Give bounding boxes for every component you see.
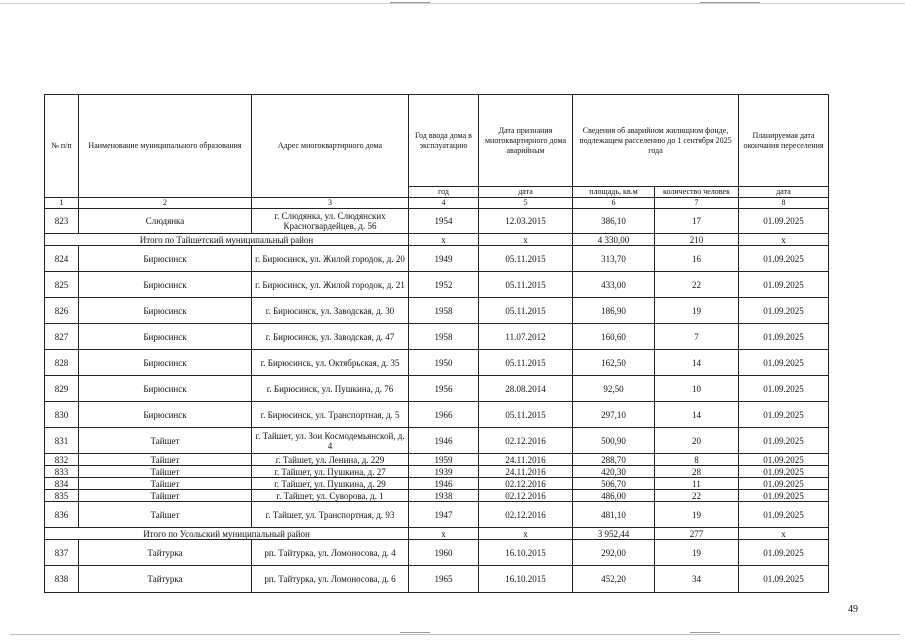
- end-date-cell: 01.09.2025: [739, 566, 829, 593]
- area-cell: 92,50: [573, 376, 655, 402]
- date-cell: х: [479, 234, 573, 246]
- colnum: 1: [45, 198, 79, 209]
- year-cell: 1960: [409, 540, 479, 566]
- people-cell: 210: [655, 234, 739, 246]
- end-date-cell: 01.09.2025: [739, 454, 829, 466]
- total-row: [45, 528, 829, 540]
- year-cell: 1939: [409, 466, 479, 478]
- row-number: 826: [45, 298, 79, 324]
- row-number: 827: [45, 324, 79, 350]
- table-row: [45, 350, 829, 376]
- area-cell: 452,20: [573, 566, 655, 593]
- year-cell: 1958: [409, 324, 479, 350]
- municipality-cell: Бирюсинск: [79, 376, 252, 402]
- colnum: 3: [252, 198, 409, 209]
- people-cell: 19: [655, 540, 739, 566]
- people-cell: 8: [655, 454, 739, 466]
- date-cell: х: [479, 528, 573, 540]
- colnum: 4: [409, 198, 479, 209]
- address-cell: г. Бирюсинск, ул. Жилой городок, д. 20: [252, 246, 409, 272]
- row-number: 830: [45, 402, 79, 428]
- page-number: 49: [848, 604, 858, 615]
- header-emergency-info: Сведения об аварийном жилищном фонде, подлежащем расселению до 1 сентября 2025 года: [573, 95, 739, 187]
- people-cell: 20: [655, 428, 739, 454]
- scan-mark: [690, 632, 720, 633]
- municipality-cell: Бирюсинск: [79, 246, 252, 272]
- scan-mark: [700, 2, 760, 3]
- year-cell: 1959: [409, 454, 479, 466]
- area-cell: 186,90: [573, 298, 655, 324]
- end-date-cell: 01.09.2025: [739, 272, 829, 298]
- date-cell: 05.11.2015: [479, 350, 573, 376]
- colnum: 5: [479, 198, 573, 209]
- colnum: 8: [739, 198, 829, 209]
- address-cell: г. Тайшет, ул. Суворова, д. 1: [252, 490, 409, 502]
- date-cell: 11.07.2012: [479, 324, 573, 350]
- area-cell: 297,10: [573, 402, 655, 428]
- year-cell: 1946: [409, 428, 479, 454]
- row-number: 824: [45, 246, 79, 272]
- end-date-cell: 01.09.2025: [739, 402, 829, 428]
- municipality-cell: Бирюсинск: [79, 272, 252, 298]
- people-cell: 14: [655, 402, 739, 428]
- table-row: [45, 246, 829, 272]
- end-date-cell: 01.09.2025: [739, 490, 829, 502]
- date-cell: 24.11.2016: [479, 454, 573, 466]
- address-cell: г. Тайшет, ул. Ленина, д. 229: [252, 454, 409, 466]
- area-cell: 433,00: [573, 272, 655, 298]
- end-date-cell: 01.09.2025: [739, 478, 829, 490]
- year-cell: 1966: [409, 402, 479, 428]
- address-cell: г. Слюдянка, ул. Слюдянских Красногвардейцев, д. 56: [252, 209, 409, 234]
- subheader-date: дата: [479, 187, 573, 198]
- end-date-cell: 01.09.2025: [739, 502, 829, 528]
- people-cell: 22: [655, 490, 739, 502]
- date-cell: 24.11.2016: [479, 466, 573, 478]
- area-cell: 486,00: [573, 490, 655, 502]
- date-cell: 28.08.2014: [479, 376, 573, 402]
- year-cell: 1958: [409, 298, 479, 324]
- address-cell: г. Бирюсинск, ул. Транспортная, д. 5: [252, 402, 409, 428]
- scan-edge-top: [0, 3, 905, 4]
- date-cell: 05.11.2015: [479, 272, 573, 298]
- people-cell: 14: [655, 350, 739, 376]
- municipality-cell: Слюдянка: [79, 209, 252, 234]
- year-cell: 1946: [409, 478, 479, 490]
- row-number: 831: [45, 428, 79, 454]
- municipality-cell: Тайшет: [79, 478, 252, 490]
- municipality-cell: Тайшет: [79, 466, 252, 478]
- year-cell: 1938: [409, 490, 479, 502]
- address-cell: г. Бирюсинск, ул. Заводская, д. 30: [252, 298, 409, 324]
- end-date-cell: 01.09.2025: [739, 298, 829, 324]
- colnum: 2: [79, 198, 252, 209]
- year-cell: 1956: [409, 376, 479, 402]
- row-number: 829: [45, 376, 79, 402]
- table-row: [45, 540, 829, 566]
- total-label: Итого по Усольский муниципальный район: [45, 528, 409, 540]
- address-cell: г. Бирюсинск, ул. Заводская, д. 47: [252, 324, 409, 350]
- address-cell: г. Тайшет, ул. Пушкина, д. 29: [252, 478, 409, 490]
- table-row: [45, 478, 829, 490]
- scan-edge-bottom: [10, 634, 900, 635]
- table-row: [45, 324, 829, 350]
- area-cell: 292,00: [573, 540, 655, 566]
- end-date-cell: 01.09.2025: [739, 209, 829, 234]
- table-row: [45, 502, 829, 528]
- area-cell: 386,10: [573, 209, 655, 234]
- header-no: № п/п: [45, 95, 79, 198]
- row-number: 825: [45, 272, 79, 298]
- people-cell: 19: [655, 298, 739, 324]
- table-row: [45, 402, 829, 428]
- date-cell: 12.03.2015: [479, 209, 573, 234]
- municipality-cell: Тайшет: [79, 454, 252, 466]
- table-row: [45, 466, 829, 478]
- municipality-cell: Тайшет: [79, 502, 252, 528]
- end-date-cell: х: [739, 234, 829, 246]
- municipality-cell: Бирюсинск: [79, 402, 252, 428]
- year-cell: х: [409, 528, 479, 540]
- row-number: 837: [45, 540, 79, 566]
- column-number-row: [45, 198, 829, 209]
- end-date-cell: 01.09.2025: [739, 350, 829, 376]
- total-row: [45, 234, 829, 246]
- table-row: [45, 376, 829, 402]
- total-label: Итого по Тайшетский муниципальный район: [45, 234, 409, 246]
- municipality-cell: Тайтурка: [79, 540, 252, 566]
- row-number: 835: [45, 490, 79, 502]
- header-year-built: Год ввода дома в эксплуатацию: [409, 95, 479, 187]
- people-cell: 17: [655, 209, 739, 234]
- date-cell: 05.11.2015: [479, 402, 573, 428]
- year-cell: 1965: [409, 566, 479, 593]
- people-cell: 10: [655, 376, 739, 402]
- people-cell: 28: [655, 466, 739, 478]
- row-number: 823: [45, 209, 79, 234]
- area-cell: 160,60: [573, 324, 655, 350]
- row-number: 838: [45, 566, 79, 593]
- address-cell: г. Бирюсинск, ул. Октябрьская, д. 35: [252, 350, 409, 376]
- address-cell: г. Тайшет, ул. Транспортная, д. 93: [252, 502, 409, 528]
- year-cell: 1947: [409, 502, 479, 528]
- year-cell: 1952: [409, 272, 479, 298]
- address-cell: г. Бирюсинск, ул. Жилой городок, д. 21: [252, 272, 409, 298]
- header-recognition-date: Дата признания многоквартирного дома аварийным: [479, 95, 573, 187]
- date-cell: 16.10.2015: [479, 540, 573, 566]
- people-cell: 34: [655, 566, 739, 593]
- people-cell: 7: [655, 324, 739, 350]
- table-row: [45, 272, 829, 298]
- header-planned-end: Планируемая дата окончания переселения: [739, 95, 829, 187]
- area-cell: 3 952,44: [573, 528, 655, 540]
- people-cell: 277: [655, 528, 739, 540]
- municipality-cell: Бирюсинск: [79, 350, 252, 376]
- people-cell: 16: [655, 246, 739, 272]
- table-row: [45, 209, 829, 234]
- end-date-cell: х: [739, 528, 829, 540]
- scan-mark: [400, 632, 430, 633]
- subheader-area: площадь, кв.м: [573, 187, 655, 198]
- people-cell: 11: [655, 478, 739, 490]
- scan-mark: [390, 2, 430, 3]
- date-cell: 02.12.2016: [479, 478, 573, 490]
- year-cell: 1954: [409, 209, 479, 234]
- table-row: [45, 298, 829, 324]
- end-date-cell: 01.09.2025: [739, 376, 829, 402]
- table-row: [45, 490, 829, 502]
- date-cell: 02.12.2016: [479, 490, 573, 502]
- row-number: 834: [45, 478, 79, 490]
- end-date-cell: 01.09.2025: [739, 428, 829, 454]
- area-cell: 313,70: [573, 246, 655, 272]
- address-cell: г. Бирюсинск, ул. Пушкина, д. 76: [252, 376, 409, 402]
- date-cell: 02.12.2016: [479, 502, 573, 528]
- area-cell: 506,70: [573, 478, 655, 490]
- year-cell: 1950: [409, 350, 479, 376]
- date-cell: 02.12.2016: [479, 428, 573, 454]
- end-date-cell: 01.09.2025: [739, 466, 829, 478]
- date-cell: 05.11.2015: [479, 298, 573, 324]
- subheader-year: год: [409, 187, 479, 198]
- row-number: 833: [45, 466, 79, 478]
- municipality-cell: Бирюсинск: [79, 324, 252, 350]
- people-cell: 19: [655, 502, 739, 528]
- table-row: [45, 428, 829, 454]
- header-address: Адрес многоквартирного дома: [252, 95, 409, 198]
- address-cell: рп. Тайтурка, ул. Ломоносова, д. 6: [252, 566, 409, 593]
- area-cell: 500,90: [573, 428, 655, 454]
- area-cell: 4 330,00: [573, 234, 655, 246]
- date-cell: 05.11.2015: [479, 246, 573, 272]
- table-row: [45, 566, 829, 593]
- end-date-cell: 01.09.2025: [739, 246, 829, 272]
- people-cell: 22: [655, 272, 739, 298]
- row-number: 828: [45, 350, 79, 376]
- address-cell: г. Тайшет, ул. Пушкина, д. 27: [252, 466, 409, 478]
- subheader-date2: дата: [739, 187, 829, 198]
- municipality-cell: Бирюсинск: [79, 298, 252, 324]
- table-row: [45, 454, 829, 466]
- address-cell: рп. Тайтурка, ул. Ломоносова, д. 4: [252, 540, 409, 566]
- header-municipality: Наименование муниципального образования: [79, 95, 252, 198]
- colnum: 6: [573, 198, 655, 209]
- row-number: 836: [45, 502, 79, 528]
- relocation-table: [44, 94, 829, 593]
- address-cell: г. Тайшет, ул. Зои Космодемьянской, д. 4: [252, 428, 409, 454]
- area-cell: 420,30: [573, 466, 655, 478]
- end-date-cell: 01.09.2025: [739, 324, 829, 350]
- row-number: 832: [45, 454, 79, 466]
- municipality-cell: Тайшет: [79, 490, 252, 502]
- end-date-cell: 01.09.2025: [739, 540, 829, 566]
- year-cell: 1949: [409, 246, 479, 272]
- date-cell: 16.10.2015: [479, 566, 573, 593]
- subheader-people: количество человек: [655, 187, 739, 198]
- area-cell: 288,70: [573, 454, 655, 466]
- header-row: [45, 95, 829, 187]
- colnum: 7: [655, 198, 739, 209]
- area-cell: 162,50: [573, 350, 655, 376]
- municipality-cell: Тайтурка: [79, 566, 252, 593]
- year-cell: х: [409, 234, 479, 246]
- area-cell: 481,10: [573, 502, 655, 528]
- municipality-cell: Тайшет: [79, 428, 252, 454]
